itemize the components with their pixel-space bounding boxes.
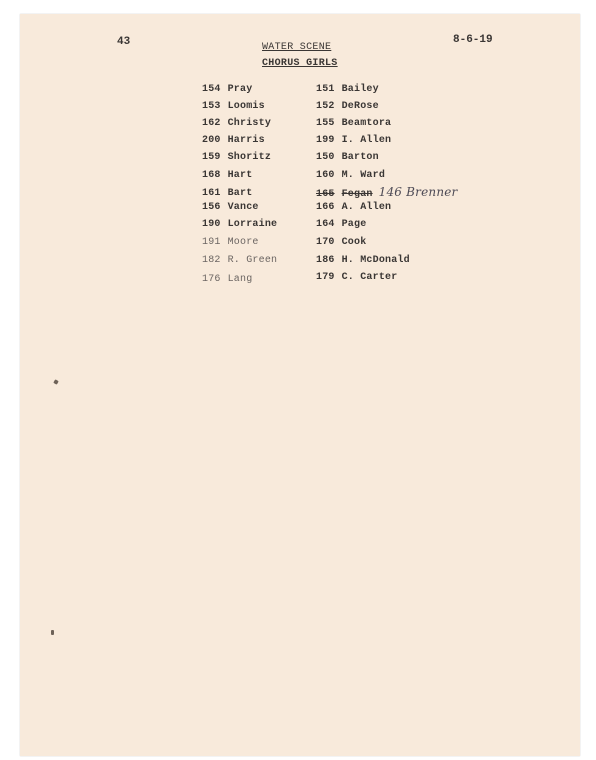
entry-name: Loomis [227,101,265,112]
entry-number: 153 [202,101,221,112]
entry-number: 160 [316,170,335,181]
entry-number: 179 [316,272,335,283]
list-item [316,152,379,163]
list-item [202,237,259,248]
list-item [316,185,458,200]
entry-number: 176 [202,274,221,285]
list-item [316,84,379,95]
list-item [202,219,277,230]
entry-number: 182 [202,255,221,266]
list-item [316,101,379,112]
list-item [316,272,397,283]
list-item [316,219,366,230]
entry-name: Christy [227,118,272,129]
list-item [316,202,391,213]
list-item [202,152,271,163]
entry-name: A. Allen [341,202,392,213]
list-item [316,255,410,266]
entry-number: 159 [202,152,221,163]
entry-number: 170 [316,237,335,248]
entry-number: 155 [316,118,335,129]
entry-name: Shoritz [227,152,272,163]
entry-name: Cook [341,237,367,248]
section-subtitle: CHORUS GIRLS [262,58,338,69]
entry-number: 154 [202,84,221,95]
entry-name: Bart [227,188,253,199]
entry-number: 200 [202,135,221,146]
entry-number: 151 [316,84,335,95]
list-item [316,118,391,129]
entry-number: 190 [202,219,221,230]
struck-entry-number: 165 [316,189,335,200]
list-item [316,170,385,181]
entry-name: Vance [227,202,259,213]
entry-name: Beamtora [341,118,392,129]
entry-name: M. Ward [341,170,386,181]
entry-name: H. McDonald [341,255,410,266]
list-item [316,135,391,146]
document-page [20,14,580,756]
handwritten-replacement: 146 Brenner [378,185,458,199]
entry-number: 168 [202,170,221,181]
entry-number: 152 [316,101,335,112]
entry-number: 166 [316,202,335,213]
entry-name: Bailey [341,84,379,95]
entry-number: 162 [202,118,221,129]
page-number: 43 [117,36,131,48]
entry-name: Page [341,219,367,230]
scene-title: WATER SCENE [262,42,332,53]
paper-speck [51,630,54,635]
entry-name: Moore [227,237,259,248]
entry-name: Lang [227,274,253,285]
entry-number: 199 [316,135,335,146]
entry-name: I. Allen [341,135,392,146]
entry-number: 164 [316,219,335,230]
list-item [202,84,252,95]
list-item [202,101,265,112]
struck-entry-name: Fegan [341,189,373,200]
entry-name: Harris [227,135,265,146]
list-item [202,118,271,129]
entry-number: 161 [202,188,221,199]
list-item [202,188,252,199]
list-item [202,255,277,266]
entry-name: R. Green [227,255,278,266]
list-item [202,170,252,181]
list-item [202,274,252,285]
list-item [316,237,366,248]
entry-name: DeRose [341,101,379,112]
list-item [202,202,259,213]
entry-name: Pray [227,84,253,95]
paper-speck [53,379,58,384]
entry-number: 191 [202,237,221,248]
entry-name: C. Carter [341,272,398,283]
entry-name: Hart [227,170,253,181]
entry-number: 186 [316,255,335,266]
entry-name: Barton [341,152,379,163]
list-item [202,135,265,146]
entry-number: 156 [202,202,221,213]
entry-name: Lorraine [227,219,278,230]
document-date: 8-6-19 [453,34,493,46]
entry-number: 150 [316,152,335,163]
